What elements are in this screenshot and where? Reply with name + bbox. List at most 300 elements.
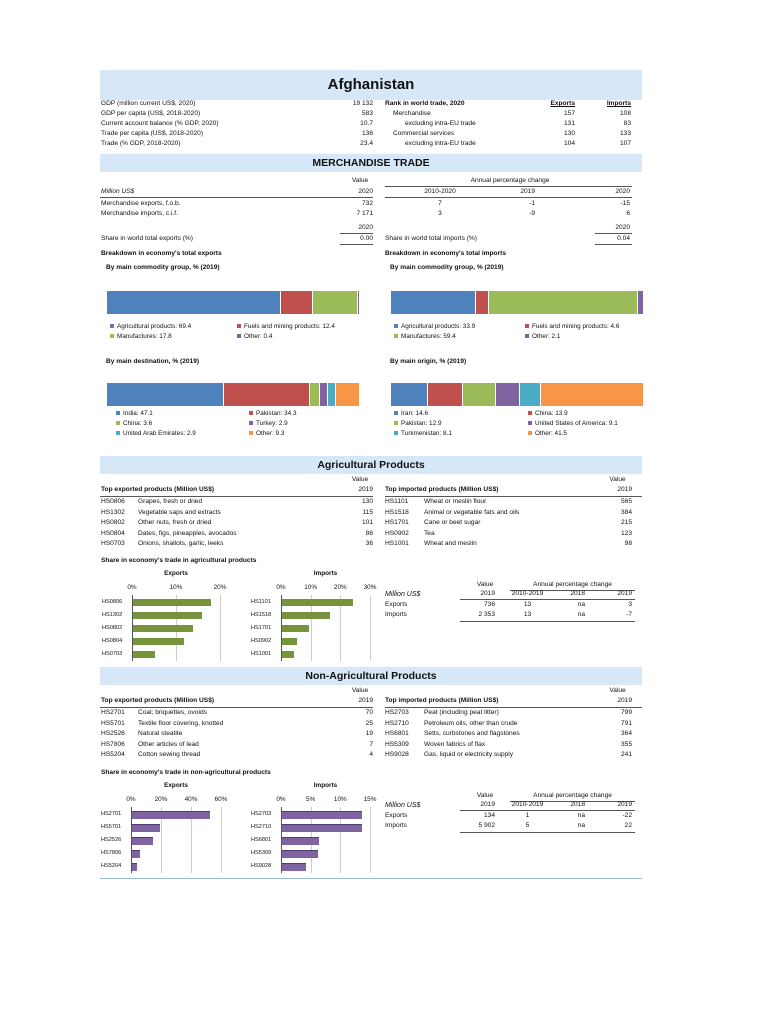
- category-label: HS5701: [101, 824, 122, 830]
- product-name: Woven fabrics of flax: [424, 740, 486, 748]
- product-name: Petroleum oils, other than crude: [424, 719, 518, 727]
- product-code: HS2703: [385, 709, 409, 716]
- bar: [133, 612, 202, 619]
- stack-segment: [391, 291, 476, 314]
- bar: [282, 638, 297, 645]
- legend-swatch-icon: [237, 334, 241, 338]
- merch-row-c: 6: [626, 210, 630, 217]
- bar: [133, 599, 211, 606]
- product-code: HS5701: [101, 719, 125, 727]
- legend-label: Turkey: 2.9: [256, 420, 288, 427]
- legend-swatch-icon: [116, 421, 120, 425]
- rank-exports-value: 157: [563, 110, 575, 117]
- category-label: HS7806: [101, 850, 122, 856]
- legend-swatch-icon: [394, 324, 398, 328]
- product-name: Dates, figs, pineapples, avocados: [138, 529, 237, 537]
- col-header: 2019: [617, 590, 632, 597]
- legend-swatch-icon: [525, 324, 529, 328]
- top-imported-header: Top imported products (Million US$): [385, 697, 499, 704]
- product-name: Other nuts, fresh or dried: [138, 519, 212, 527]
- col-header: 2018: [570, 590, 585, 597]
- legend-label: Other: 0.4: [244, 333, 273, 340]
- tick-label: 10%: [333, 796, 347, 803]
- product-code: HS5309: [385, 740, 409, 748]
- year-header: 2019: [617, 486, 632, 493]
- imports-origin-stacked-bar: [391, 383, 643, 406]
- legend-item: [528, 420, 618, 427]
- summary-value: 19 132: [352, 100, 373, 107]
- product-code: HS0806: [101, 498, 125, 505]
- legend-item: [116, 430, 196, 437]
- legend-item: [249, 410, 297, 417]
- nonag-band: [100, 667, 642, 685]
- row-a: 13: [523, 611, 532, 618]
- title-band: [100, 70, 642, 100]
- stack-segment: [336, 383, 359, 406]
- product-name: Wheat and meslin: [424, 540, 477, 548]
- share-rule-right: [595, 233, 632, 234]
- bar: [133, 625, 193, 632]
- legend-label: Iran: 14.6: [401, 410, 429, 417]
- legend-label: China: 3.6: [123, 420, 153, 427]
- rank-exports-value: 104: [563, 140, 575, 147]
- row-c: -7: [626, 611, 632, 618]
- value-header: Value: [609, 476, 626, 483]
- category-label: HS1001: [251, 651, 272, 657]
- legend-label: Pakistan: 12.9: [401, 420, 442, 427]
- tick-label: 20%: [213, 584, 227, 591]
- rank-exports-value: 131: [563, 120, 575, 127]
- col-header: 2019: [617, 801, 632, 808]
- rank-exports-value: 130: [563, 130, 575, 137]
- tick-label: 20%: [154, 796, 168, 803]
- legend-item: [394, 323, 475, 330]
- stack-segment: [638, 291, 643, 314]
- category-label: HS0804: [102, 638, 123, 644]
- legend-label: Other: 2.1: [532, 333, 561, 340]
- merch-col-c: 2020: [615, 188, 630, 195]
- row-value: 736: [483, 601, 495, 608]
- legend-item: [394, 333, 456, 340]
- ag-title: Agricultural Products: [317, 459, 425, 471]
- ag-exports-chart: [100, 570, 240, 665]
- row-value: 2 353: [478, 611, 495, 618]
- col-header: 2010-2019: [511, 801, 544, 808]
- summary-label: GDP (million current US$, 2020): [101, 100, 196, 107]
- category-label: HS0703: [102, 651, 123, 657]
- tick-label: 40%: [184, 796, 198, 803]
- legend-swatch-icon: [394, 334, 398, 338]
- share-imports-label: Share in world total imports (%): [385, 235, 477, 242]
- product-name: Grapes, fresh or dried: [138, 498, 203, 505]
- gridline: [370, 807, 371, 873]
- legend-label: Fuels and mining products: 12.4: [244, 323, 335, 330]
- product-value: 123: [620, 529, 632, 537]
- product-value: 364: [620, 730, 632, 738]
- bar: [282, 863, 306, 871]
- product-value: 70: [365, 709, 373, 716]
- legend-swatch-icon: [110, 334, 114, 338]
- stack-segment: [541, 383, 643, 406]
- product-code: HS1101: [385, 498, 409, 505]
- value-header: Value: [609, 687, 626, 694]
- stack-segment: [281, 291, 313, 314]
- product-value: 101: [361, 519, 373, 527]
- exports-commodity-stacked-bar: [107, 291, 359, 314]
- chart-title: Imports: [313, 570, 338, 577]
- merch-row-a: 7: [438, 200, 442, 207]
- col-header: 2019: [480, 801, 495, 808]
- share-imports-value: 0.04: [617, 235, 630, 242]
- nonag-exports-chart: [100, 782, 240, 877]
- legend-label: India: 47.1: [123, 410, 153, 417]
- legend-item: [237, 323, 335, 330]
- share-year-right: 2020: [615, 224, 630, 231]
- stack-segment: [520, 383, 541, 406]
- product-code: HS9028: [385, 751, 409, 759]
- product-value: 215: [620, 519, 632, 527]
- legend-swatch-icon: [116, 431, 120, 435]
- category-label: HS0902: [251, 638, 272, 644]
- bottom-rule: [460, 832, 635, 833]
- product-value: 791: [620, 719, 632, 727]
- bar: [282, 837, 319, 845]
- stack-segment: [320, 383, 328, 406]
- share-bottom-rule-right: [595, 244, 632, 245]
- tick-label: 10%: [169, 584, 183, 591]
- top-exported-header: Top exported products (Million US$): [101, 486, 215, 493]
- breakdown-exports-header: Breakdown in economy's total exports: [101, 250, 222, 257]
- exp-destination-header: By main destination, % (2019): [106, 358, 200, 365]
- year-header: 2019: [617, 697, 632, 704]
- stack-segment: [489, 291, 638, 314]
- breakdown-imports-header: Breakdown in economy's total imports: [385, 250, 507, 257]
- bar: [132, 837, 153, 845]
- legend-item: [525, 323, 619, 330]
- stack-segment: [358, 291, 359, 314]
- product-value: 384: [620, 508, 632, 516]
- product-value: 355: [620, 740, 632, 748]
- product-name: Tea: [424, 529, 435, 537]
- product-value: 98: [624, 540, 632, 548]
- merch-row-c: -15: [620, 200, 630, 207]
- nonag-imports-chart: [250, 782, 385, 877]
- rank-exports-col: Exports: [550, 100, 575, 107]
- tick-label: 60%: [214, 796, 228, 803]
- merch-row-b: -9: [529, 210, 535, 217]
- legend-label: Turkmenistan: 8.1: [401, 430, 452, 437]
- category-label: HS0802: [102, 625, 123, 631]
- product-code: HS0804: [101, 529, 125, 537]
- product-name: Other articles of lead: [138, 740, 199, 748]
- summary-label: Current account balance (% GDP, 2020): [101, 120, 219, 127]
- category-label: HS5309: [251, 850, 272, 856]
- row-a: 5: [525, 822, 530, 829]
- bar: [282, 651, 294, 658]
- stack-segment: [496, 383, 519, 406]
- product-name: Textile floor covering, knotted: [138, 719, 224, 727]
- category-label: HS5204: [101, 863, 122, 869]
- col-header: 2018: [570, 801, 585, 808]
- exp-commodity-header: By main commodity group, % (2019): [106, 264, 220, 271]
- product-name: Cotton sewing thread: [138, 751, 201, 759]
- row-label: Exports: [385, 601, 408, 608]
- legend-item: [525, 333, 560, 340]
- legend-item: [394, 410, 428, 417]
- product-code: HS1302: [101, 508, 125, 516]
- summary-value: 23.4: [360, 140, 373, 147]
- col-rule: [460, 599, 635, 600]
- legend-label: Agricultural products: 69.4: [117, 323, 192, 330]
- legend-item: [237, 333, 272, 340]
- chart-title: Exports: [164, 570, 188, 577]
- year-header: 2019: [358, 486, 373, 493]
- rank-imports-value: 108: [619, 110, 631, 117]
- tick-label: 0%: [276, 584, 286, 591]
- product-code: HS0802: [101, 519, 125, 527]
- chart-title: Imports: [313, 782, 338, 789]
- bar: [282, 824, 362, 832]
- category-label: HS2526: [101, 837, 122, 843]
- legend-swatch-icon: [528, 421, 532, 425]
- product-code: HS0902: [385, 529, 409, 537]
- legend-swatch-icon: [249, 421, 253, 425]
- merch-apc-header: Annual percentage change: [470, 177, 550, 184]
- legend-item: [249, 430, 284, 437]
- row-c: 3: [628, 601, 632, 608]
- legend-label: United States of America: 9.1: [535, 420, 618, 427]
- tick-label: 0%: [126, 796, 136, 803]
- tick-label: 10%: [304, 584, 318, 591]
- product-value: 25: [365, 719, 373, 727]
- summary-label: Trade per capita (US$, 2018-2020): [101, 130, 204, 137]
- product-name: Natural steatite: [138, 730, 183, 738]
- legend-label: Other: 9.3: [256, 430, 285, 437]
- bar: [132, 824, 160, 832]
- product-name: Onions, shallots, garlic, leeks: [138, 540, 224, 548]
- legend-label: China: 13.9: [535, 410, 568, 417]
- legend-swatch-icon: [249, 411, 253, 415]
- apc-header: Annual percentage change: [533, 581, 612, 588]
- product-name: Coal; briquettes, ovoids: [138, 709, 207, 716]
- legend-item: [249, 420, 288, 427]
- bar: [282, 599, 353, 606]
- product-code: HS2701: [101, 709, 125, 716]
- row-value: 5 902: [478, 822, 495, 829]
- merch-unit: Million US$: [101, 188, 135, 195]
- stack-segment: [463, 383, 496, 406]
- share-exports-value: 0.00: [360, 235, 373, 242]
- legend-swatch-icon: [394, 431, 398, 435]
- legend-item: [116, 420, 152, 427]
- value-header: Value: [476, 792, 494, 799]
- bar: [282, 811, 362, 819]
- row-label: Imports: [385, 611, 407, 618]
- row-c: 22: [624, 822, 632, 829]
- product-value: 799: [620, 709, 632, 716]
- category-label: HS2701: [101, 811, 122, 817]
- summary-label: Trade (% GDP, 2018-2020): [101, 140, 181, 147]
- category-label: HS2710: [251, 824, 272, 830]
- merch-band: [100, 154, 642, 172]
- merch-row-label: Merchandise exports, f.o.b.: [101, 200, 181, 207]
- row-value: 134: [483, 812, 495, 819]
- merch-rule-right: [385, 197, 632, 198]
- legend-swatch-icon: [394, 421, 398, 425]
- legend-item: [528, 430, 567, 437]
- merch-row-a: 3: [438, 210, 442, 217]
- legend-label: Pakistan: 34.3: [256, 410, 297, 417]
- bar: [133, 638, 184, 645]
- bottom-rule: [460, 621, 635, 622]
- merch-title: MERCHANDISE TRADE: [312, 157, 430, 169]
- summary-value: 136: [361, 130, 373, 137]
- product-value: 36: [365, 540, 373, 548]
- merch-rule-left: [100, 197, 373, 198]
- bar: [132, 863, 137, 871]
- merch-col-b: 2019: [520, 188, 535, 195]
- legend-item: [394, 420, 442, 427]
- stack-segment: [328, 383, 336, 406]
- summary-value: 583: [361, 110, 373, 117]
- rank-imports-value: 107: [619, 140, 631, 147]
- merch-value-header: Value: [351, 177, 369, 184]
- rank-row-label: Commercial services: [393, 130, 455, 137]
- share-rule-left: [340, 233, 373, 234]
- product-value: 4: [369, 751, 373, 759]
- legend-item: [110, 323, 191, 330]
- category-label: HS1518: [251, 612, 272, 618]
- merch-col-a: 2010-2020: [424, 188, 456, 195]
- legend-swatch-icon: [249, 431, 253, 435]
- nonag-share-header: Share in economy's trade in non-agricultural products: [101, 769, 271, 776]
- legend-label: Manufactures: 59.4: [401, 333, 456, 340]
- stack-segment: [476, 291, 488, 314]
- product-value: 130: [361, 498, 373, 505]
- bar: [282, 850, 318, 858]
- exports-destination-stacked-bar: [107, 383, 359, 406]
- category-label: HS0806: [102, 599, 123, 605]
- product-code: HS1518: [385, 508, 409, 516]
- bar: [282, 625, 309, 632]
- category-label: HS9028: [251, 863, 272, 869]
- share-bottom-rule-left: [340, 244, 373, 245]
- legend-swatch-icon: [528, 411, 532, 415]
- apc-header: Annual percentage change: [533, 792, 612, 799]
- legend-swatch-icon: [237, 324, 241, 328]
- header-rule: [100, 496, 373, 497]
- row-a: 1: [525, 812, 530, 819]
- merch-row-value: 7 171: [356, 210, 373, 217]
- product-code: HS5204: [101, 751, 125, 759]
- tick-label: 30%: [363, 584, 377, 591]
- top-imported-header: Top imported products (Million US$): [385, 486, 499, 493]
- legend-swatch-icon: [525, 334, 529, 338]
- product-value: 115: [362, 508, 373, 516]
- share-year-left: 2020: [358, 224, 373, 231]
- rank-imports-col: Imports: [606, 100, 631, 107]
- legend-item: [110, 333, 172, 340]
- product-value: 565: [620, 498, 632, 505]
- col-header: 2010-2019: [511, 590, 544, 597]
- product-name: Animal or vegetable fats and oils: [424, 508, 520, 516]
- category-label: HS6801: [251, 837, 272, 843]
- legend-label: United Arab Emirates: 2.9: [123, 430, 196, 437]
- imports-commodity-stacked-bar: [391, 291, 643, 314]
- unit-label: Million US$: [385, 591, 421, 598]
- legend-label: Other: 41.5: [535, 430, 567, 437]
- row-c: -22: [622, 812, 632, 819]
- tick-label: 20%: [333, 584, 347, 591]
- ag-band: [100, 456, 642, 474]
- row-b: na: [577, 812, 585, 819]
- product-code: HS1701: [385, 519, 409, 527]
- legend-swatch-icon: [110, 324, 114, 328]
- product-value: 241: [620, 751, 632, 759]
- stack-segment: [313, 291, 358, 314]
- gridline: [370, 595, 371, 661]
- merch-row-b: -1: [529, 200, 535, 207]
- bar: [132, 811, 210, 819]
- product-value: 86: [365, 529, 373, 537]
- rank-row-label: excluding intra-EU trade: [405, 140, 476, 147]
- category-label: HS1101: [251, 599, 271, 605]
- product-name: Gas, liquid or electricity supply: [424, 751, 514, 759]
- rank-row-label: excluding intra-EU trade: [405, 120, 476, 127]
- product-code: HS0703: [101, 540, 125, 548]
- year-header: 2019: [358, 697, 373, 704]
- chart-title: Exports: [164, 782, 188, 789]
- legend-swatch-icon: [528, 431, 532, 435]
- product-name: Setts, curbstones and flagstones: [424, 730, 520, 738]
- row-b: na: [577, 822, 585, 829]
- merch-col-value: 2020: [358, 188, 373, 195]
- category-label: HS1701: [251, 625, 272, 631]
- tick-label: 5%: [306, 796, 316, 803]
- ag-share-header: Share in economy's trade in agricultural products: [101, 557, 257, 564]
- row-label: Exports: [385, 812, 408, 819]
- rank-imports-value: 83: [623, 120, 631, 127]
- stack-segment: [107, 291, 281, 314]
- merch-row-value: 732: [361, 200, 373, 207]
- value-header: Value: [351, 476, 369, 483]
- legend-item: [528, 410, 568, 417]
- summary-value: 10.7: [360, 120, 373, 127]
- bar: [282, 612, 330, 619]
- col-rule: [460, 810, 635, 811]
- product-code: HS2526: [101, 730, 125, 738]
- stack-segment: [224, 383, 310, 406]
- product-code: HS6801: [385, 730, 409, 738]
- product-name: Cane or beet sugar: [424, 519, 481, 527]
- legend-swatch-icon: [116, 411, 120, 415]
- bar: [132, 850, 140, 858]
- imp-origin-header: By main origin, % (2019): [390, 358, 467, 365]
- category-label: HS1302: [102, 612, 123, 618]
- col-header: 2019: [480, 590, 495, 597]
- product-code: HS1001: [385, 540, 409, 548]
- stack-segment: [428, 383, 463, 406]
- stack-segment: [310, 383, 320, 406]
- legend-item: [116, 410, 153, 417]
- top-exported-header: Top exported products (Million US$): [101, 697, 215, 704]
- row-label: Imports: [385, 822, 407, 829]
- tick-label: 0%: [127, 584, 137, 591]
- value-header: Value: [476, 581, 494, 588]
- legend-item: [394, 430, 452, 437]
- share-exports-label: Share in world total exports (%): [101, 235, 193, 242]
- gridline: [221, 807, 222, 873]
